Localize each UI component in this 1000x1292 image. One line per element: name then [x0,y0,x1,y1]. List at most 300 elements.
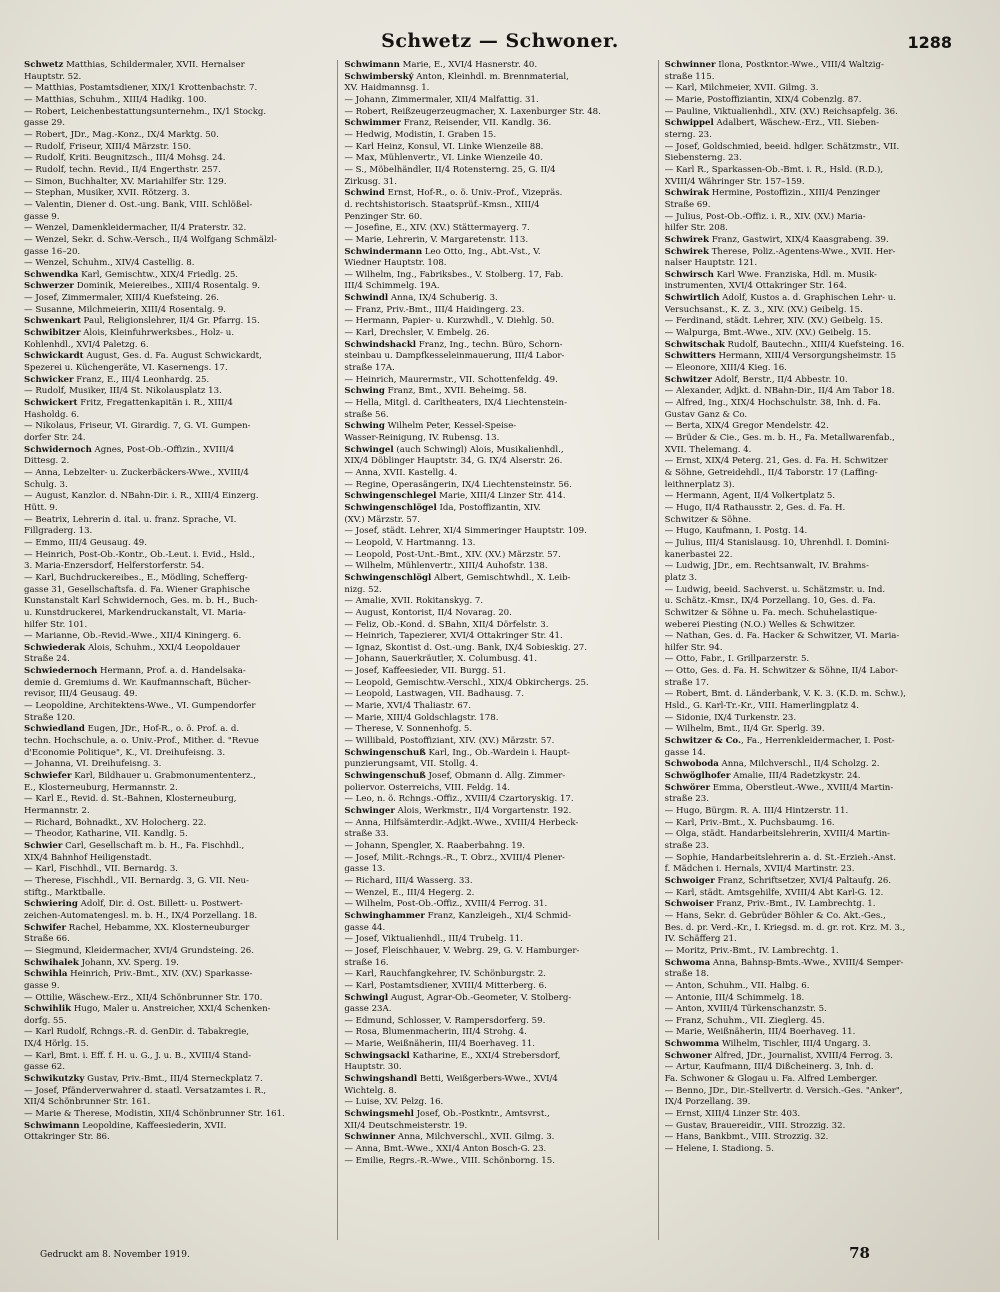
entry-text: demie d. Gremiums d. Wr. Kaufmannschaft, Bücher- [24,677,251,688]
entry-text: — Johann, Sauerkräutler, X. Columbusg. 41. [344,654,537,665]
entry-text: — Otto, Fabr., I. Grillparzerstr. 5. [664,654,810,665]
directory-entry [665,526,974,538]
entry-text: Therese, Poliz.-Agentens-Wwe., XVII. Her- [708,246,896,257]
directory-entry [24,736,333,748]
directory-entry [665,83,974,95]
directory-entry [344,177,653,189]
directory-entry [344,60,653,72]
entry-text: straße 115. [664,71,715,82]
entry-text: — Johann, Spengler, X. Raaberbahng. 19. [344,840,525,851]
entry-surname: Schwingenschlögl [344,572,432,583]
directory-entry [24,258,333,270]
entry-text: Leopoldine, Kaffeesiederin, XVII. [79,1120,227,1131]
directory-entry [24,1051,333,1063]
directory-entry [24,72,333,84]
directory-entry [665,468,974,480]
directory-entry [665,596,974,608]
directory-entry [665,981,974,993]
entry-text: — Rudolf, Musiker, III/4 St. Nikolausplatz 13. [24,386,222,397]
directory-entry [24,888,333,900]
entry-text: — Robert, Leichenbestattungsunternehm., IX/1 Stockg. [24,106,267,117]
directory-entry [344,1039,653,1051]
entry-text: gasse 9. [24,980,60,991]
directory-entry [344,934,653,946]
directory-entry [24,561,333,573]
directory-entry [665,759,974,771]
entry-surname: Schwingsmehl [344,1109,414,1120]
entry-text: — Josef, Zimmermaler, XIII/4 Kuefsteing. 26. [24,293,220,304]
entry-surname: Schwihla [24,969,68,980]
entry-surname: Schwoiger [664,875,715,886]
entry-text: — Hermann, Papier- u. Kurzwhdl., V. Diehlg. 50. [344,316,555,327]
directory-entry [344,748,653,760]
entry-surname: Schwiedland [24,724,85,735]
directory-entry [344,491,653,503]
entry-text: — Karl, Priv.-Bmt., X. Puchsbaumg. 16. [664,817,835,828]
directory-entry [344,864,653,876]
entry-text: Hermannstr. 2. [24,806,90,816]
directory-entry [665,1051,974,1063]
directory-entry [344,235,653,247]
entry-text: straße 17A. [344,363,395,374]
directory-entry [665,223,974,235]
entry-text: — Wilhelm, Post-Ob.-Offiz., XVIII/4 Ferrog. 31. [344,899,548,910]
entry-text: XVIII/4 Währinger Str. 157–159. [664,176,805,187]
directory-entry [344,923,653,935]
directory-entry [344,736,653,748]
directory-entry [665,433,974,445]
directory-entry [24,235,333,247]
directory-entry [24,876,333,888]
directory-entry [665,293,974,305]
entry-text: Dittesg. 2. [24,456,70,467]
entry-text: — Josef, Milit.-Rchngs.-R., T. Obrz., XVIII/4 Plener- [344,852,565,863]
directory-entry [344,340,653,352]
entry-text: Ernst, Hof-R., o. ö. Univ.-Prof., Vizepräs. [384,188,563,199]
directory-entry [665,1132,974,1144]
directory-entry [344,853,653,865]
directory-entry [665,1039,974,1051]
page-header [0,30,1000,58]
entry-text: Hauptstr. 52. [24,71,82,82]
entry-text: — Johanna, VI. Dreihufeisng. 3. [24,759,162,770]
directory-entry [24,829,333,841]
entry-text: — Max, Mühlenvertr., VI. Linke Wienzeile 40. [344,153,543,164]
directory-entry [344,480,653,492]
directory-entry [24,969,333,981]
entry-text: Fillgraderg. 13. [24,526,93,537]
entry-text: gasse 31, Gesellschaftsfa. d. Fa. Wiener Graphische [24,584,250,595]
entry-text: Hermine, Postoffizin., XIII/4 Penzinger [709,188,880,199]
directory-entry [665,1016,974,1028]
entry-surname: Schwendka [24,269,79,280]
entry-text: XII/4 Deutschmeisterstr. 19. [344,1120,468,1131]
entry-text: E., Klosterneuburg, Hermannstr. 2. [24,782,178,793]
entry-columns [24,60,978,1240]
directory-entry [665,585,974,597]
entry-text: , Fa., Herrenkleidermacher, I. Post- [741,736,895,747]
directory-entry [24,153,333,165]
directory-entry [344,1144,653,1156]
directory-entry [24,853,333,865]
directory-entry [665,118,974,130]
entry-text: Leo Otto, Ing., Abt.-Vst., V. [422,246,541,257]
entry-text: — Richard, III/4 Wasserg. 33. [344,875,473,886]
directory-entry [344,468,653,480]
entry-text: Versuchsanst., K. Z. 3., XIV. (XV.) Geibelg. 15. [664,304,863,315]
directory-entry [665,864,974,876]
entry-text: Wiedner Hauptstr. 108. [344,258,447,269]
directory-entry [344,305,653,317]
directory-entry [344,724,653,736]
directory-entry [24,701,333,713]
directory-entry [665,783,974,795]
entry-text: Adolf, Dir. d. Öst. Billett- u. Postwert- [77,899,243,910]
entry-text: Anna, Milchverschl., XVII. Gilmg. 3. [395,1132,555,1143]
entry-surname: Schwingenschlegel [344,491,437,502]
directory-entry [344,515,653,527]
entry-text: Alois, Kleinfuhrwerksbes., Holz- u. [80,328,235,339]
directory-entry [344,841,653,853]
entry-text: — Olga, städt. Handarbeitslehrerin, XVIII/4 Martin- [664,829,891,840]
entry-text: — Simon, Buchhalter, XV. Mariahilfer Str. 129. [24,176,227,187]
entry-text: — S., Möbelhändler, II/4 Rotensterng. 25, G. II/4 [344,164,556,175]
entry-text: Karl, Ing., Ob.-Wardein i. Haupt- [425,747,570,758]
entry-surname: Schwimann [344,60,400,70]
entry-text: — Alexander, Adjkt. d. NBahn-Dir., II/4 Am Tabor 18. [664,386,895,397]
directory-entry [24,177,333,189]
directory-entry [344,316,653,328]
directory-entry [665,969,974,981]
footer-page-number: 78 [849,1244,870,1262]
entry-text: — Franz, Priv.-Bmt., III/4 Haidingerg. 23. [344,304,525,315]
entry-text: — Antonie, III/4 Schimmelg. 18. [664,992,805,1003]
directory-entry [344,503,653,515]
entry-text: Amalie, III/4 Radetzkystr. 24. [730,771,861,782]
entry-text: — Marie, Postoffiziantin, XIX/4 Cobenzlg. 87. [664,94,862,105]
directory-entry [344,1074,653,1086]
entry-text: — Karl Heinz, Konsul, VI. Linke Wienzeile 88. [344,141,544,152]
entry-text: Kohlenhdl., XVI/4 Paletzg. 6. [24,339,149,350]
directory-entry [24,759,333,771]
directory-entry [24,212,333,224]
directory-entry [24,585,333,597]
directory-entry [665,200,974,212]
directory-entry [24,643,333,655]
directory-entry [665,946,974,958]
entry-text: gasse 23A. [344,1004,392,1015]
directory-entry [24,340,333,352]
directory-entry [24,130,333,142]
entry-surname: Schwindermann [344,246,423,257]
directory-entry [344,550,653,562]
directory-entry [344,713,653,725]
directory-entry [665,1097,974,1109]
directory-entry [665,515,974,527]
entry-text: — Hella, Mitgl. d. Carltheaters, IX/4 Liechtenstein- [344,398,567,409]
directory-entry [24,1016,333,1028]
directory-entry [344,410,653,422]
entry-text: XIX/4 Bahnhof Heiligenstadt. [24,852,152,863]
directory-entry [665,958,974,970]
directory-entry [24,410,333,422]
entry-text: — Berta, XIX/4 Gregor Mendelstr. 42. [664,421,829,432]
entry-text: — Valentin, Diener d. Öst.-ung. Bank, VIII. Schlößel- [24,199,253,210]
entry-text: XVII. Thelemang. 4. [664,444,752,455]
directory-entry [344,701,653,713]
entry-text: — Julius, III/4 Stanislausg. 10, Uhrenhdl. I. Domini- [664,537,890,548]
entry-surname: Schwickert [24,398,78,409]
entry-text: stiftg., Marktballe. [24,887,106,898]
directory-entry [665,410,974,422]
directory-entry [24,188,333,200]
entry-text: — Willibald, Postoffiziant, XIV. (XV.) Märzstr. 57. [344,736,555,747]
directory-entry [344,142,653,154]
entry-text: — Eleonore, XIII/4 Kieg. 16. [664,363,787,374]
entry-surname: Schwirak [664,188,710,199]
directory-entry [344,1062,653,1074]
entry-text: Fritz, Fregattenkapitän i. R., XIII/4 [77,398,233,409]
directory-entry [24,363,333,375]
entry-surname: Schwihlik [24,1004,72,1015]
entry-text: — Luise, XV. Pelzg. 16. [344,1097,444,1108]
directory-entry [24,981,333,993]
directory-entry [24,654,333,666]
entry-text: — Hermann, Agent, II/4 Volkertplatz 5. [664,491,836,502]
directory-entry [344,561,653,573]
entry-text: Franz, E., III/4 Leonhardg. 25. [73,374,210,385]
directory-entry [665,923,974,935]
entry-text: Franz, Priv.-Bmt., IV. Lambrechtg. 1. [713,899,876,910]
directory-entry [24,305,333,317]
directory-entry [665,899,974,911]
entry-text: — Brüder & Cie., Ges. m. b. H., Fa. Metallwarenfab., [664,433,895,443]
entry-text: — Karl, städt. Amtsgehilfe, XVIII/4 Abt Karl-G. 12. [664,887,884,898]
entry-surname: Schwerzer [24,281,74,292]
directory-entry [344,585,653,597]
entry-text: — Artur, Kaufmann, III/4 Dißcheinerg. 3, Inh. d. [664,1062,874,1073]
directory-entry [344,969,653,981]
directory-entry [24,993,333,1005]
directory-entry [344,363,653,375]
entry-text: Marie, XIII/4 Linzer Str. 414. [436,491,566,502]
entry-surname: Schwindshackl [344,339,417,350]
directory-entry [24,608,333,620]
entry-text: — Josef, städt. Lehrer, XI/4 Simmeringer Hauptstr. 109. [344,526,587,537]
directory-entry [24,538,333,550]
entry-text: platz 3. [664,572,697,583]
directory-entry [24,316,333,328]
directory-entry [665,841,974,853]
directory-entry [24,503,333,515]
directory-entry [24,200,333,212]
directory-entry [344,981,653,993]
entry-text: — Karl, Drechsler, V. Embelg. 26. [344,328,490,339]
directory-entry [665,363,974,375]
entry-text: — Hugo, Bürgm. R. A. III/4 Hintzerstr. 11. [664,806,849,816]
directory-entry [24,107,333,119]
entry-text: — Therese, V. Sonnenhofg. 5. [344,724,473,735]
directory-entry [24,911,333,923]
entry-text: Penzinger Str. 60. [344,211,423,222]
entry-surname: Schwidernoch [24,444,92,455]
entry-surname: Schwetz [24,60,64,70]
directory-entry [344,1109,653,1121]
directory-entry [344,1016,653,1028]
directory-entry [665,713,974,725]
entry-text: — Sidonie, IX/4 Turkenstr. 23. [664,712,797,723]
entry-surname: Schwinner [664,60,716,70]
directory-entry [665,550,974,562]
entry-text: — Ferdinand, städt. Lehrer, XIV. (XV.) Geibelg. 15. [664,316,883,327]
directory-entry [344,608,653,620]
entry-text: — Feliz, Ob.-Kond. d. SBahn, XII/4 Dörfelstr. 3. [344,619,549,630]
entry-surname: Schwinner [344,1132,396,1143]
directory-entry [665,107,974,119]
entry-text: — Josef, Pfänderverwahrer d. staatl. Versatzamtes i. R., [24,1085,267,1096]
entry-text: — Karl Rudolf, Rchngs.-R. d. GenDir. d. Tabakregie, [24,1027,250,1038]
entry-text: — Wenzel, Schuhm., XIV/4 Castellig. 8. [24,258,195,269]
entry-text: — Hedwig, Modistin, I. Graben 15. [344,129,497,140]
entry-text: Karl, Bildhauer u. Grabmonumententerz., [71,771,257,782]
entry-text: Anton, Kleinhdl. m. Brennmaterial, [413,71,569,82]
entry-text: Heinrich, Priv.-Bmt., XIV. (XV.) Sparkasse- [67,969,253,980]
directory-entry [24,806,333,818]
entry-text: — Matthias, Schuhm., XIII/4 Hadikg. 100. [24,94,207,105]
directory-entry [344,1027,653,1039]
directory-entry [24,118,333,130]
entry-text: — Regine, Operasängerin, IX/4 Liechtensteinstr. 56. [344,479,572,490]
directory-entry [344,118,653,130]
entry-text: Ida, Postoffizantin, XIV. [436,502,541,513]
entry-text: weberei Piesting (N.Ö.) Welles & Schwitzer. [664,619,856,630]
entry-text: sterng. 23. [664,129,712,140]
entry-text: — Emmo, III/4 Geusaug. 49. [24,537,147,548]
entry-surname: Schwinghammer [344,910,425,921]
entry-text: Adolf, Berstr., II/4 Abbestr. 10. [711,374,848,385]
entry-surname: Schwirek [664,246,709,257]
entry-text: Wichtelg. 8. [344,1085,397,1096]
entry-text: Ottakringer Str. 86. [24,1132,110,1143]
directory-entry [344,1121,653,1133]
directory-entry [24,526,333,538]
directory-entry [665,993,974,1005]
entry-text: IX/4 Porzellang. 39. [664,1097,751,1108]
page-number: 1288 [907,33,952,52]
entry-text: (auch Schwingl) Alois, Musikalienhdl., [393,444,564,455]
entry-surname: Schwingenschuß [344,771,426,782]
directory-entry [24,60,333,72]
directory-entry [24,1074,333,1086]
directory-entry [24,596,333,608]
entry-text: XV. Haidmannsg. 1. [344,83,430,94]
entry-text: Hermann, XIII/4 Versorgungsheimstr. 15 [715,351,897,362]
directory-entry [24,934,333,946]
entry-text: — Anna, Bmt.-Wwe., XXI/4 Anton Bosch-G. 23. [344,1144,547,1155]
directory-entry [665,375,974,387]
directory-entry [24,491,333,503]
directory-entry [24,386,333,398]
directory-entry [24,946,333,958]
entry-text: Schwitzer & Söhne. [664,514,752,525]
entry-text: instrumenten, XVI/4 Ottakringer Str. 164. [664,281,847,292]
entry-text: f. Mädchen i. Hernals, XVII/4 Martinstr. 23. [664,864,855,875]
entry-text: Hermann, Prof. a. d. Handelsaka- [97,666,246,677]
entry-text: Rachel, Hebamme, XX. Klosterneuburger [66,922,250,933]
entry-text: Hütt. 9. [24,502,58,513]
directory-entry [344,83,653,95]
entry-text: — Ludwig, beeid. Sachverst. u. Schätzmstr. u. Ind. [664,584,886,595]
directory-entry [665,165,974,177]
entry-text: Spezerei u. Küchengeräte, VI. Kasernengs. 17. [24,363,228,374]
entry-surname: Schwibitzer [24,328,81,339]
directory-entry [665,643,974,655]
directory-entry [665,72,974,84]
entry-text: Anna, IX/4 Schuberig. 3. [388,293,498,304]
entry-text: — Josef, Viktualienhdl., III/4 Trubelg. 11. [344,934,523,945]
entry-text: — Marie, Weißnäherin, III/4 Boerhaveg. 11. [664,1027,856,1038]
entry-text: — Stephan, Musiker, XVII. Rötzerg. 3. [24,188,190,199]
directory-entry [665,270,974,282]
entry-text: poliervor. Österreichs, VIII. Feldg. 14. [344,782,510,793]
directory-entry [344,107,653,119]
entry-surname: Schwimmer [344,118,401,129]
directory-entry [24,713,333,725]
directory-entry [24,620,333,632]
entry-text: — Gustav, Brauereidir., VIII. Strozzig. 32. [664,1120,846,1131]
entry-text: — Anna, Lebzelter- u. Zuckerbäckers-Wwe., XVIII/4 [24,467,249,478]
entry-surname: Schwoiser [664,899,714,910]
directory-entry [24,515,333,527]
directory-entry [24,1121,333,1133]
entry-text: — Moritz, Priv.-Bmt., IV. Lambrechtg. 1. [664,945,839,956]
entry-text: Eugen, JDr., Hof-R., o. ö. Prof. a. d. [84,724,240,735]
entry-surname: Schwomma [664,1039,720,1050]
directory-entry [24,1109,333,1121]
directory-entry [344,1097,653,1109]
entry-surname: Schwier [24,840,63,851]
directory-entry [24,247,333,259]
entry-text: Agnes, Post-Ob.-Offizin., XVIII/4 [91,444,235,455]
entry-text: — Heinrich, Tapezierer, XVI/4 Ottakringer Str. 41. [344,631,563,642]
directory-entry [24,818,333,830]
entry-text: — Wilhelm, Bmt., II/4 Gr. Sperlg. 39. [664,724,825,735]
entry-surname: Schwiefer [24,771,72,782]
entry-text: — Leopoldine, Architektens-Wwe., VI. Gumpendorfer [24,701,256,712]
entry-text: Franz, Reisender, VII. Kandlg. 36. [400,118,552,129]
directory-entry [344,456,653,468]
entry-text: Josef, Ob.-Postkntr., Amtsvrst., [413,1109,550,1120]
entry-text: — Ernst, XIX/4 Peterg. 21, Ges. d. Fa. H. Schwitzer [664,456,888,467]
directory-entry [344,818,653,830]
directory-entry [665,771,974,783]
entry-text: — Anna, XVII. Kastellg. 4. [344,467,458,478]
entry-text: — Ludwig, JDr., em. Rechtsanwalt, IV. Brahms- [664,561,869,572]
directory-entry [665,328,974,340]
entry-text: Straße 24. [24,654,70,665]
entry-text: gasse 9. [24,211,60,222]
directory-entry [344,212,653,224]
entry-text: Gustav, Priv.-Bmt., III/4 Sterneckplatz 7. [84,1074,263,1085]
entry-text: Fa. Schwoner & Glogau u. Fa. Alfred Lemberger. [664,1074,878,1085]
entry-text: Ilona, Postkntor.-Wwe., VIII/4 Waltzig- [715,60,884,70]
directory-entry [24,689,333,701]
directory-entry [24,328,333,340]
entry-surname: Schwirek [664,234,709,245]
entry-text: — Karl R., Sparkassen-Ob.-Bmt. i. R., Hsld. (R.D.), [664,164,884,175]
entry-text: — Marie, Weißnäherin, III/4 Boerhaveg. 11. [344,1039,536,1050]
entry-text: XII/4 Schönbrunner Str. 161. [24,1097,151,1108]
